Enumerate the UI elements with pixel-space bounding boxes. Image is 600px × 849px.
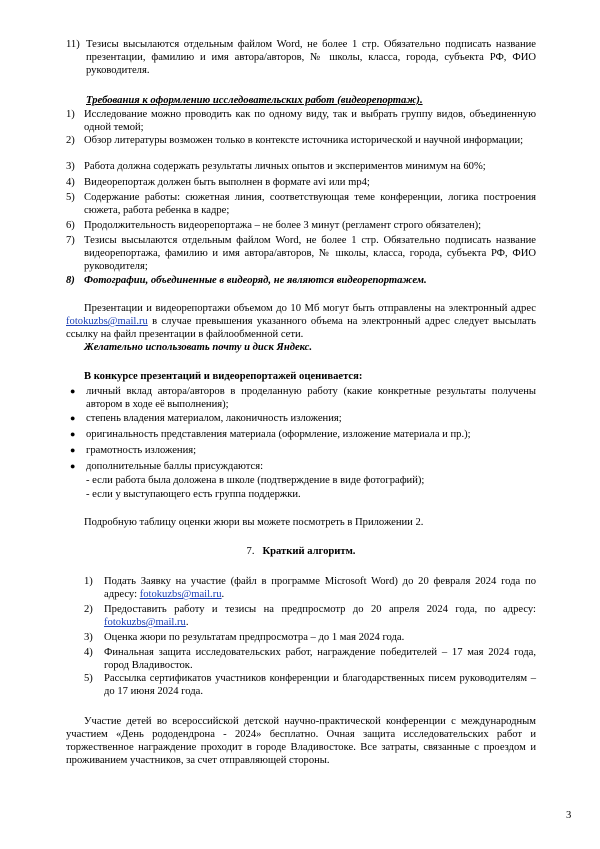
algorithm-1-email-link[interactable]: fotokuzbs@mail.ru <box>139 589 222 600</box>
evaluation-item-2: степень владения материалом, лаконичность изложения; <box>86 413 342 424</box>
algorithm-3-number: 3) <box>84 632 93 643</box>
video-req-3-number: 3) <box>66 161 75 172</box>
video-req-6-number: 6) <box>66 220 75 231</box>
bullet-icon: ● <box>70 461 76 471</box>
algorithm-5-number: 5) <box>84 673 93 684</box>
file-size-paragraph <box>66 302 536 341</box>
video-req-5-text: Содержание работы: сюжетная линия, соответствующая теме конференции, логика построения сюжета, работа ребенка в кадре; <box>84 192 536 216</box>
bullet-icon: ● <box>70 429 76 439</box>
algorithm-4-text: Финальная защита исследовательских работ, награждение победителей – 17 мая 2024 года, город Владивосток. <box>104 647 536 671</box>
item-11-number: 11) <box>66 39 80 50</box>
algorithm-1-tail: . <box>221 589 225 600</box>
file-size-text-before: Презентации и видеорепортажи объемом до 10 Мб могут быть отправлены на электронный адрес <box>84 303 536 314</box>
evaluation-item-3: оригинальность представления материала (оформление, изложение материала и пр.); <box>86 429 471 440</box>
video-req-4-text: Видеорепортаж должен быть выполнен в формате avi или mp4; <box>84 177 370 188</box>
algorithm-2-body: Предоставить работу и тезисы на предпросмотр до 20 апреля 2024 года, по адресу: <box>104 604 536 615</box>
jury-table-note: Подробную таблицу оценки жюри вы можете посмотреть в Приложении 2. <box>84 517 424 528</box>
page-number: 3 <box>566 810 572 821</box>
video-req-8-text: Фотографии, объединенные в видеоряд, не являются видеорепортажем. <box>84 275 427 286</box>
bullet-icon: ● <box>70 413 76 423</box>
algorithm-3-text: Оценка жюри по результатам предпросмотра – до 1 мая 2024 года. <box>104 632 405 643</box>
section-7-heading <box>66 545 536 558</box>
video-req-5-number: 5) <box>66 192 75 203</box>
section-7-number: 7. <box>246 546 255 557</box>
video-req-1-number: 1) <box>66 109 75 120</box>
evaluation-item-1: личный вклад автора/авторов в проделанную работу (какие конкретные результаты получены автором в ходе её выполнения); <box>86 386 536 410</box>
algorithm-1-body: Подать Заявку на участие (файл в программе Microsoft Word) до 20 февраля 2024 года по адресу: <box>104 576 536 600</box>
evaluation-sub-item-1: - если работа была доложена в школе (подтверждение в виде фотографий); <box>86 475 425 486</box>
algorithm-1-number: 1) <box>84 576 93 587</box>
video-req-4-number: 4) <box>66 177 75 188</box>
section-7-title: Краткий алгоритм. <box>262 546 356 557</box>
algorithm-2-text <box>104 603 536 629</box>
bullet-icon: ● <box>70 386 76 396</box>
evaluation-sub-item-2: - если у выступающего есть группа поддержки. <box>86 489 301 500</box>
video-req-7-number: 7) <box>66 235 75 246</box>
video-req-8-number: 8) <box>66 275 75 286</box>
video-req-7-text: Тезисы высылаются отдельным файлом Word, не более 1 стр. Обязательно подписать название видеорепортажа, фамилию и имя автора/авторов, № школы, класса, города, субъекта РФ, ФИО руководителя; <box>84 235 536 272</box>
bullet-icon: ● <box>70 445 76 455</box>
item-11-text: Тезисы высылаются отдельным файлом Word, не более 1 стр. Обязательно подписать название презентации, фамилию и имя автора/авторов, № школы, класса, города, субъекта РФ, ФИО руководителя. <box>86 39 536 76</box>
evaluation-item-4: грамотность изложения; <box>86 445 197 456</box>
algorithm-1-text <box>104 575 536 601</box>
algorithm-4-number: 4) <box>84 647 93 658</box>
algorithm-5-text: Рассылка сертификатов участников конференции и благодарственных писем руководителям – до 17 июня 2024 года. <box>104 673 536 697</box>
evaluation-heading: В конкурсе презентаций и видеорепортажей оценивается: <box>84 371 363 382</box>
algorithm-2-tail: . <box>185 617 189 628</box>
algorithm-2-number: 2) <box>84 604 93 615</box>
video-req-6-text: Продолжительность видеорепортажа – не более 3 минут (регламент строго обязателен); <box>84 220 482 231</box>
video-req-2-number: 2) <box>66 135 75 146</box>
file-size-text-after: в случае превышения указанного объема на электронный адрес следует высылать ссылку на файл презентации в файлообменной сети. <box>66 316 536 340</box>
yandex-note: Желательно использовать почту и диск Яндекс. <box>84 342 312 353</box>
evaluation-item-5: дополнительные баллы присуждаются: <box>86 461 264 472</box>
participation-paragraph: Участие детей во всероссийской детской научно-практической конференции с международным участием «День рододендрона - 2024» бесплатно. Очная защита исследовательских работ и торжественное награждение проходит в городе Владивостоке. Все затраты, связанные с проездом и проживанием участников, за счет отправляющей стороны. <box>66 716 536 766</box>
video-req-3-text: Работа должна содержать результаты личных опытов и экспериментов минимум на 60%; <box>84 161 486 172</box>
video-requirements-heading: Требования к оформлению исследовательских работ (видеорепортаж). <box>86 95 423 106</box>
video-req-1-text: Исследование можно проводить как по одному виду, так и выбрать группу видов, объединенную одной темой; <box>84 109 536 133</box>
email-link[interactable]: fotokuzbs@mail.ru <box>66 316 148 327</box>
video-req-2-text: Обзор литературы возможен только в контексте источника исторической и научной информации; <box>84 135 524 146</box>
algorithm-2-email-link[interactable]: fotokuzbs@mail.ru <box>104 617 186 628</box>
